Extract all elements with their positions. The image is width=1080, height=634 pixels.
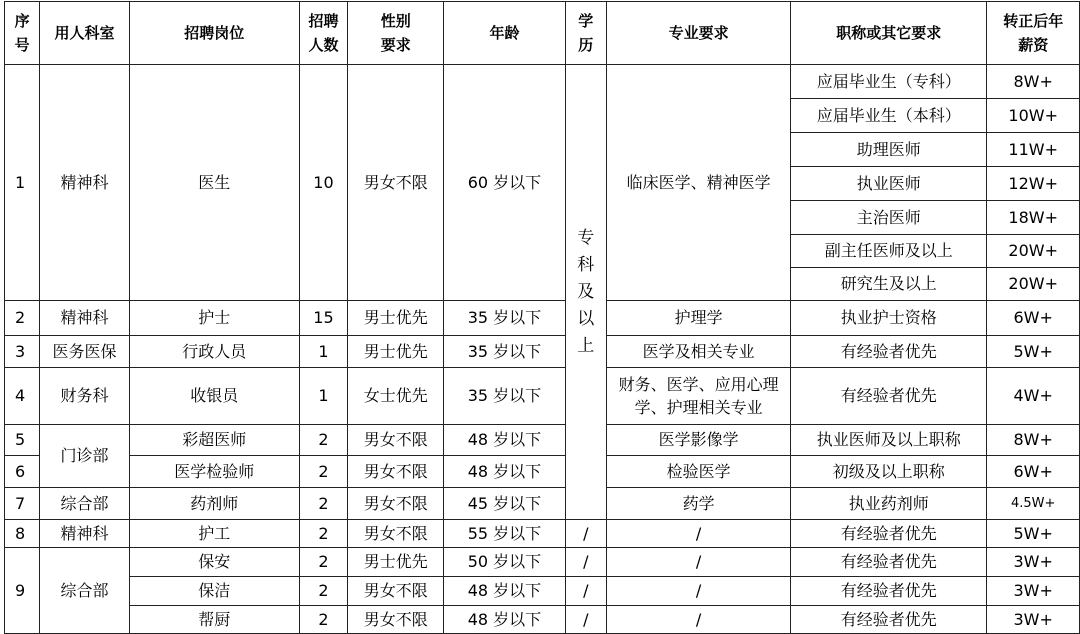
row-salary: 5W+ — [987, 520, 1080, 548]
row-salary: 11W+ — [987, 133, 1080, 167]
header-title-requirement: 职称或其它要求 — [791, 2, 987, 65]
row-salary: 4W+ — [987, 368, 1080, 425]
row-major: 医学及相关专业 — [607, 336, 791, 368]
row-age: 48 岁以下 — [444, 577, 565, 606]
row-gender: 男士优先 — [348, 548, 444, 577]
row-count: 2 — [299, 577, 347, 606]
row-age: 50 岁以下 — [444, 548, 565, 577]
row-major: 临床医学、精神医学 — [607, 65, 791, 301]
row-position: 收银员 — [129, 368, 299, 425]
row-seq: 4 — [5, 368, 40, 425]
row-seq: 1 — [5, 65, 40, 301]
row-major: / — [607, 606, 791, 634]
table-row — [5, 520, 1080, 548]
row-title: 有经验者优先 — [791, 606, 987, 634]
row-count: 2 — [299, 606, 347, 634]
row-major: 护理学 — [607, 301, 791, 336]
row-gender: 男女不限 — [348, 606, 444, 634]
row-dept: 门诊部 — [40, 425, 130, 488]
row-count: 2 — [299, 456, 347, 488]
row-seq: 8 — [5, 520, 40, 548]
row-major: 检验医学 — [607, 456, 791, 488]
row-position: 医学检验师 — [129, 456, 299, 488]
row-salary: 10W+ — [987, 99, 1080, 133]
row-salary: 8W+ — [987, 425, 1080, 456]
row-title: 执业医师及以上职称 — [791, 425, 987, 456]
row-dept: 财务科 — [40, 368, 130, 425]
header-major: 专业要求 — [607, 2, 791, 65]
row-count: 1 — [299, 336, 347, 368]
header-education: 学 历 — [565, 2, 607, 65]
row-age: 55 岁以下 — [444, 520, 565, 548]
row-dept: 医务医保 — [40, 336, 130, 368]
row-salary: 3W+ — [987, 548, 1080, 577]
header-dept: 用人科室 — [40, 2, 130, 65]
table-row — [5, 65, 1080, 99]
row-salary: 20W+ — [987, 235, 1080, 268]
row-dept: 精神科 — [40, 65, 130, 301]
row-title: 应届毕业生（本科） — [791, 99, 987, 133]
row-dept: 精神科 — [40, 520, 130, 548]
row-title: 应届毕业生（专科） — [791, 65, 987, 99]
row-title: 主治医师 — [791, 201, 987, 235]
row-seq: 2 — [5, 301, 40, 336]
row-salary: 18W+ — [987, 201, 1080, 235]
row-gender: 女士优先 — [348, 368, 444, 425]
row-position: 行政人员 — [129, 336, 299, 368]
table-row — [5, 456, 1080, 488]
row-major: / — [607, 548, 791, 577]
row-title: 执业护士资格 — [791, 301, 987, 336]
row-seq: 9 — [5, 548, 40, 634]
row-seq: 3 — [5, 336, 40, 368]
row-count: 10 — [299, 65, 347, 301]
row-age: 35 岁以下 — [444, 301, 565, 336]
row-seq: 6 — [5, 456, 40, 488]
table-row — [5, 425, 1080, 456]
row-title: 副主任医师及以上 — [791, 235, 987, 268]
row-age: 48 岁以下 — [444, 425, 565, 456]
table-row — [5, 488, 1080, 520]
header-position: 招聘岗位 — [129, 2, 299, 65]
row-position: 护士 — [129, 301, 299, 336]
row-title: 执业医师 — [791, 167, 987, 201]
row-position: 保洁 — [129, 577, 299, 606]
row-dept: 综合部 — [40, 488, 130, 520]
table-row — [5, 548, 1080, 577]
row-salary: 12W+ — [987, 167, 1080, 201]
row-major: / — [607, 520, 791, 548]
row-seq: 5 — [5, 425, 40, 456]
row-age: 35 岁以下 — [444, 336, 565, 368]
row-title: 研究生及以上 — [791, 268, 987, 301]
table-row — [5, 606, 1080, 634]
table-row — [5, 336, 1080, 368]
row-count: 2 — [299, 520, 347, 548]
row-salary: 8W+ — [987, 65, 1080, 99]
row-education: / — [565, 606, 607, 634]
row-major: 药学 — [607, 488, 791, 520]
row-count: 15 — [299, 301, 347, 336]
row-gender: 男女不限 — [348, 456, 444, 488]
header-count: 招聘 人数 — [299, 2, 347, 65]
row-dept: 精神科 — [40, 301, 130, 336]
row-title: 有经验者优先 — [791, 548, 987, 577]
row-age: 48 岁以下 — [444, 456, 565, 488]
row-age: 45 岁以下 — [444, 488, 565, 520]
row-gender: 男女不限 — [348, 65, 444, 301]
recruitment-table — [4, 1, 1080, 634]
row-title: 助理医师 — [791, 133, 987, 167]
row-major: 医学影像学 — [607, 425, 791, 456]
row-salary: 3W+ — [987, 577, 1080, 606]
row-gender: 男女不限 — [348, 577, 444, 606]
row-age: 60 岁以下 — [444, 65, 565, 301]
education-merged-cell: 专 科 及 以 上 — [565, 65, 607, 520]
header-salary: 转正后年 薪资 — [987, 2, 1080, 65]
row-gender: 男女不限 — [348, 425, 444, 456]
row-title: 有经验者优先 — [791, 577, 987, 606]
row-age: 48 岁以下 — [444, 606, 565, 634]
header-gender: 性别 要求 — [348, 2, 444, 65]
row-gender: 男女不限 — [348, 488, 444, 520]
row-age: 35 岁以下 — [444, 368, 565, 425]
table-row — [5, 368, 1080, 425]
row-count: 2 — [299, 488, 347, 520]
row-salary: 3W+ — [987, 606, 1080, 634]
row-position: 保安 — [129, 548, 299, 577]
row-title: 执业药剂师 — [791, 488, 987, 520]
row-major: / — [607, 577, 791, 606]
row-title: 初级及以上职称 — [791, 456, 987, 488]
table-row — [5, 577, 1080, 606]
header-row — [5, 2, 1080, 65]
row-salary: 4.5W+ — [987, 488, 1080, 520]
row-title: 有经验者优先 — [791, 336, 987, 368]
row-gender: 男士优先 — [348, 301, 444, 336]
header-seq: 序 号 — [5, 2, 40, 65]
row-gender: 男士优先 — [348, 336, 444, 368]
row-dept: 综合部 — [40, 548, 130, 634]
row-position: 药剂师 — [129, 488, 299, 520]
row-position: 护工 — [129, 520, 299, 548]
row-education: / — [565, 577, 607, 606]
row-salary: 20W+ — [987, 268, 1080, 301]
row-salary: 6W+ — [987, 456, 1080, 488]
table-row — [5, 301, 1080, 336]
row-salary: 6W+ — [987, 301, 1080, 336]
row-education: / — [565, 548, 607, 577]
row-count: 2 — [299, 548, 347, 577]
row-salary: 5W+ — [987, 336, 1080, 368]
row-count: 2 — [299, 425, 347, 456]
row-gender: 男女不限 — [348, 520, 444, 548]
row-major: 财务、医学、应用心理 学、护理相关专业 — [607, 368, 791, 425]
row-title: 有经验者优先 — [791, 368, 987, 425]
row-position: 彩超医师 — [129, 425, 299, 456]
row-position: 帮厨 — [129, 606, 299, 634]
header-age: 年龄 — [444, 2, 565, 65]
row-seq: 7 — [5, 488, 40, 520]
row-position: 医生 — [129, 65, 299, 301]
row-count: 1 — [299, 368, 347, 425]
row-education: / — [565, 520, 607, 548]
row-title: 有经验者优先 — [791, 520, 987, 548]
